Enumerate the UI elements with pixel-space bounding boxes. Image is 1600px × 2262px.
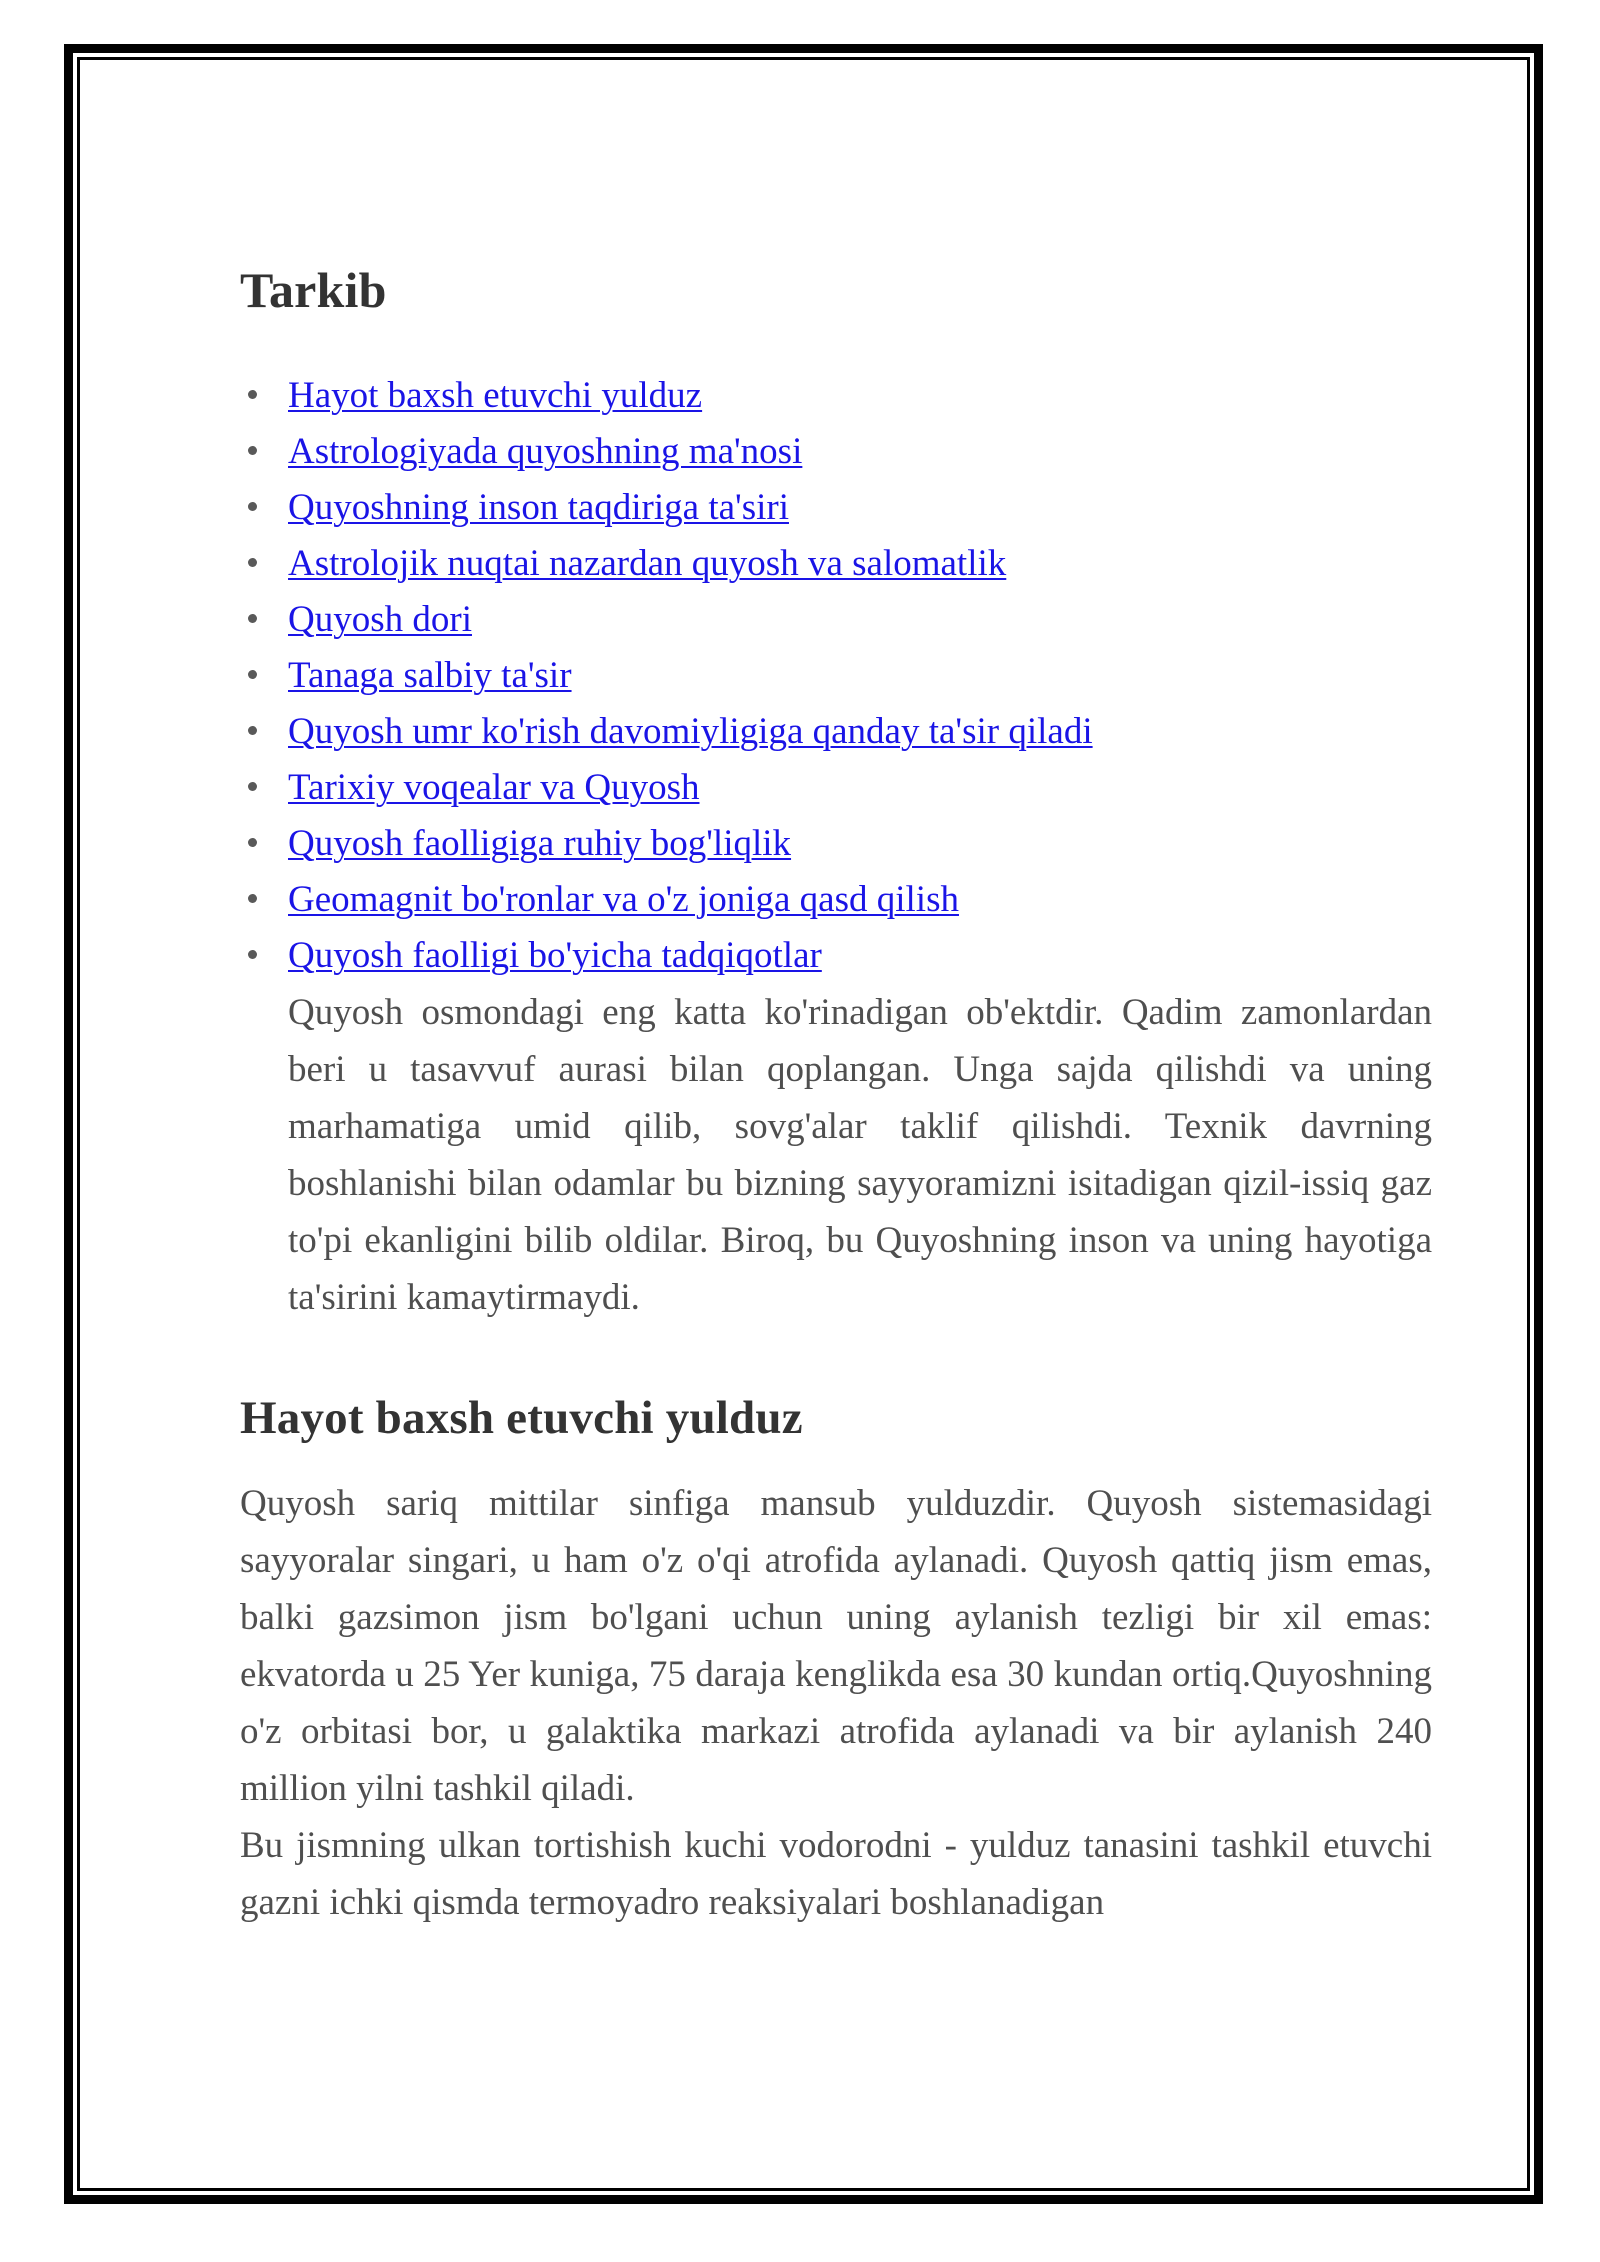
list-item <box>240 424 1432 480</box>
list-item <box>240 872 1432 928</box>
bullet-icon <box>248 726 257 735</box>
list-item <box>240 704 1432 760</box>
toc-link-geomagnit-boronlar-va-oz-joniga-qasd-qilish[interactable]: Geomagnit bo'ronlar va o'z joniga qasd qilish <box>288 879 959 920</box>
bullet-icon <box>248 894 257 903</box>
list-item <box>240 816 1432 872</box>
toc-link-astrologiyada-quyoshning-manosi[interactable]: Astrologiyada quyoshning ma'nosi <box>288 431 803 472</box>
bullet-icon <box>248 838 257 847</box>
toc-link-astrolojik-nuqtai-nazardan-quyosh-va-salomatlik[interactable]: Astrolojik nuqtai nazardan quyosh va salomatlik <box>288 543 1007 584</box>
list-item <box>240 760 1432 816</box>
toc-link-quyosh-dori[interactable]: Quyosh dori <box>288 599 472 640</box>
bullet-icon <box>248 670 257 679</box>
bullet-icon <box>248 614 257 623</box>
table-of-contents-list <box>240 368 1432 1326</box>
section-paragraph-2: Bu jismning ulkan tortishish kuchi vodorodni - yulduz tanasini tashkil etuvchi gazni ichki qismda termoyadro reaksiyalari boshlanadigan <box>240 1824 1432 1923</box>
list-item <box>240 480 1432 536</box>
intro-paragraph: Quyosh osmondagi eng katta ko'rinadigan ob'ektdir. Qadim zamonlardan beri u tasavvuf aurasi bilan qoplangan. Unga sajda qilishdi va uning marhamatiga umid qilib, sovg'alar taklif qilishdi. Texnik davrning boshlanishi bilan odamlar bu bizning sayyoramizni isitadigan qizil-issiq gaz to'pi ekanligini bilib oldilar. Biroq, bu Quyoshning inson va uning hayotiga ta'sirini kamaytirmaydi. <box>288 992 1432 1318</box>
bullet-icon <box>248 390 257 399</box>
list-item <box>240 536 1432 592</box>
toc-link-hayot-baxsh-etuvchi-yulduz[interactable]: Hayot baxsh etuvchi yulduz <box>288 375 703 416</box>
toc-link-quyoshning-inson-taqdiriga-tasiri[interactable]: Quyoshning inson taqdiriga ta'siri <box>288 487 789 528</box>
list-item <box>240 592 1432 648</box>
page-content <box>240 262 1432 1931</box>
list-item <box>240 368 1432 424</box>
toc-link-quyosh-faolligi-boyicha-tadqiqotlar[interactable]: Quyosh faolligi bo'yicha tadqiqotlar <box>288 935 822 976</box>
toc-link-quyosh-umr-korish-davomiyligiga-qanday-tasir-qiladi[interactable]: Quyosh umr ko'rish davomiyligiga qanday ta'sir qiladi <box>288 711 1093 752</box>
bullet-icon <box>248 782 257 791</box>
bullet-icon <box>248 558 257 567</box>
section-paragraph-1: Quyosh sariq mittilar sinfiga mansub yulduzdir. Quyosh sistemasidagi sayyoralar singari, u ham o'z o'qi atrofida aylanadi. Quyosh qattiq jism emas, balki gazsimon jism bo'lgani uchun uning aylanish tezligi bir xil emas: ekvatorda u 25 Yer kuniga, 75 daraja kenglikda esa 30 kundan ortiq.Quyoshning o'z orbitasi bor, u galaktika markazi atrofida aylanadi va bir aylanish 240 million yilni tashkil qiladi. <box>240 1482 1432 1809</box>
list-item <box>240 648 1432 704</box>
bullet-icon <box>248 950 257 959</box>
toc-link-tarixiy-voqealar-va-quyosh[interactable]: Tarixiy voqealar va Quyosh <box>288 767 700 808</box>
toc-link-tanaga-salbiy-tasir[interactable]: Tanaga salbiy ta'sir <box>288 655 572 696</box>
section-heading-hayot-baxsh-etuvchi-yulduz: Hayot baxsh etuvchi yulduz <box>240 1392 803 1444</box>
toc-link-quyosh-faolligiga-ruhiy-bogliqlik[interactable]: Quyosh faolligiga ruhiy bog'liqlik <box>288 823 792 864</box>
list-item <box>240 928 1432 1326</box>
bullet-icon <box>248 502 257 511</box>
bullet-icon <box>248 446 257 455</box>
page-title: Tarkib <box>240 262 387 318</box>
